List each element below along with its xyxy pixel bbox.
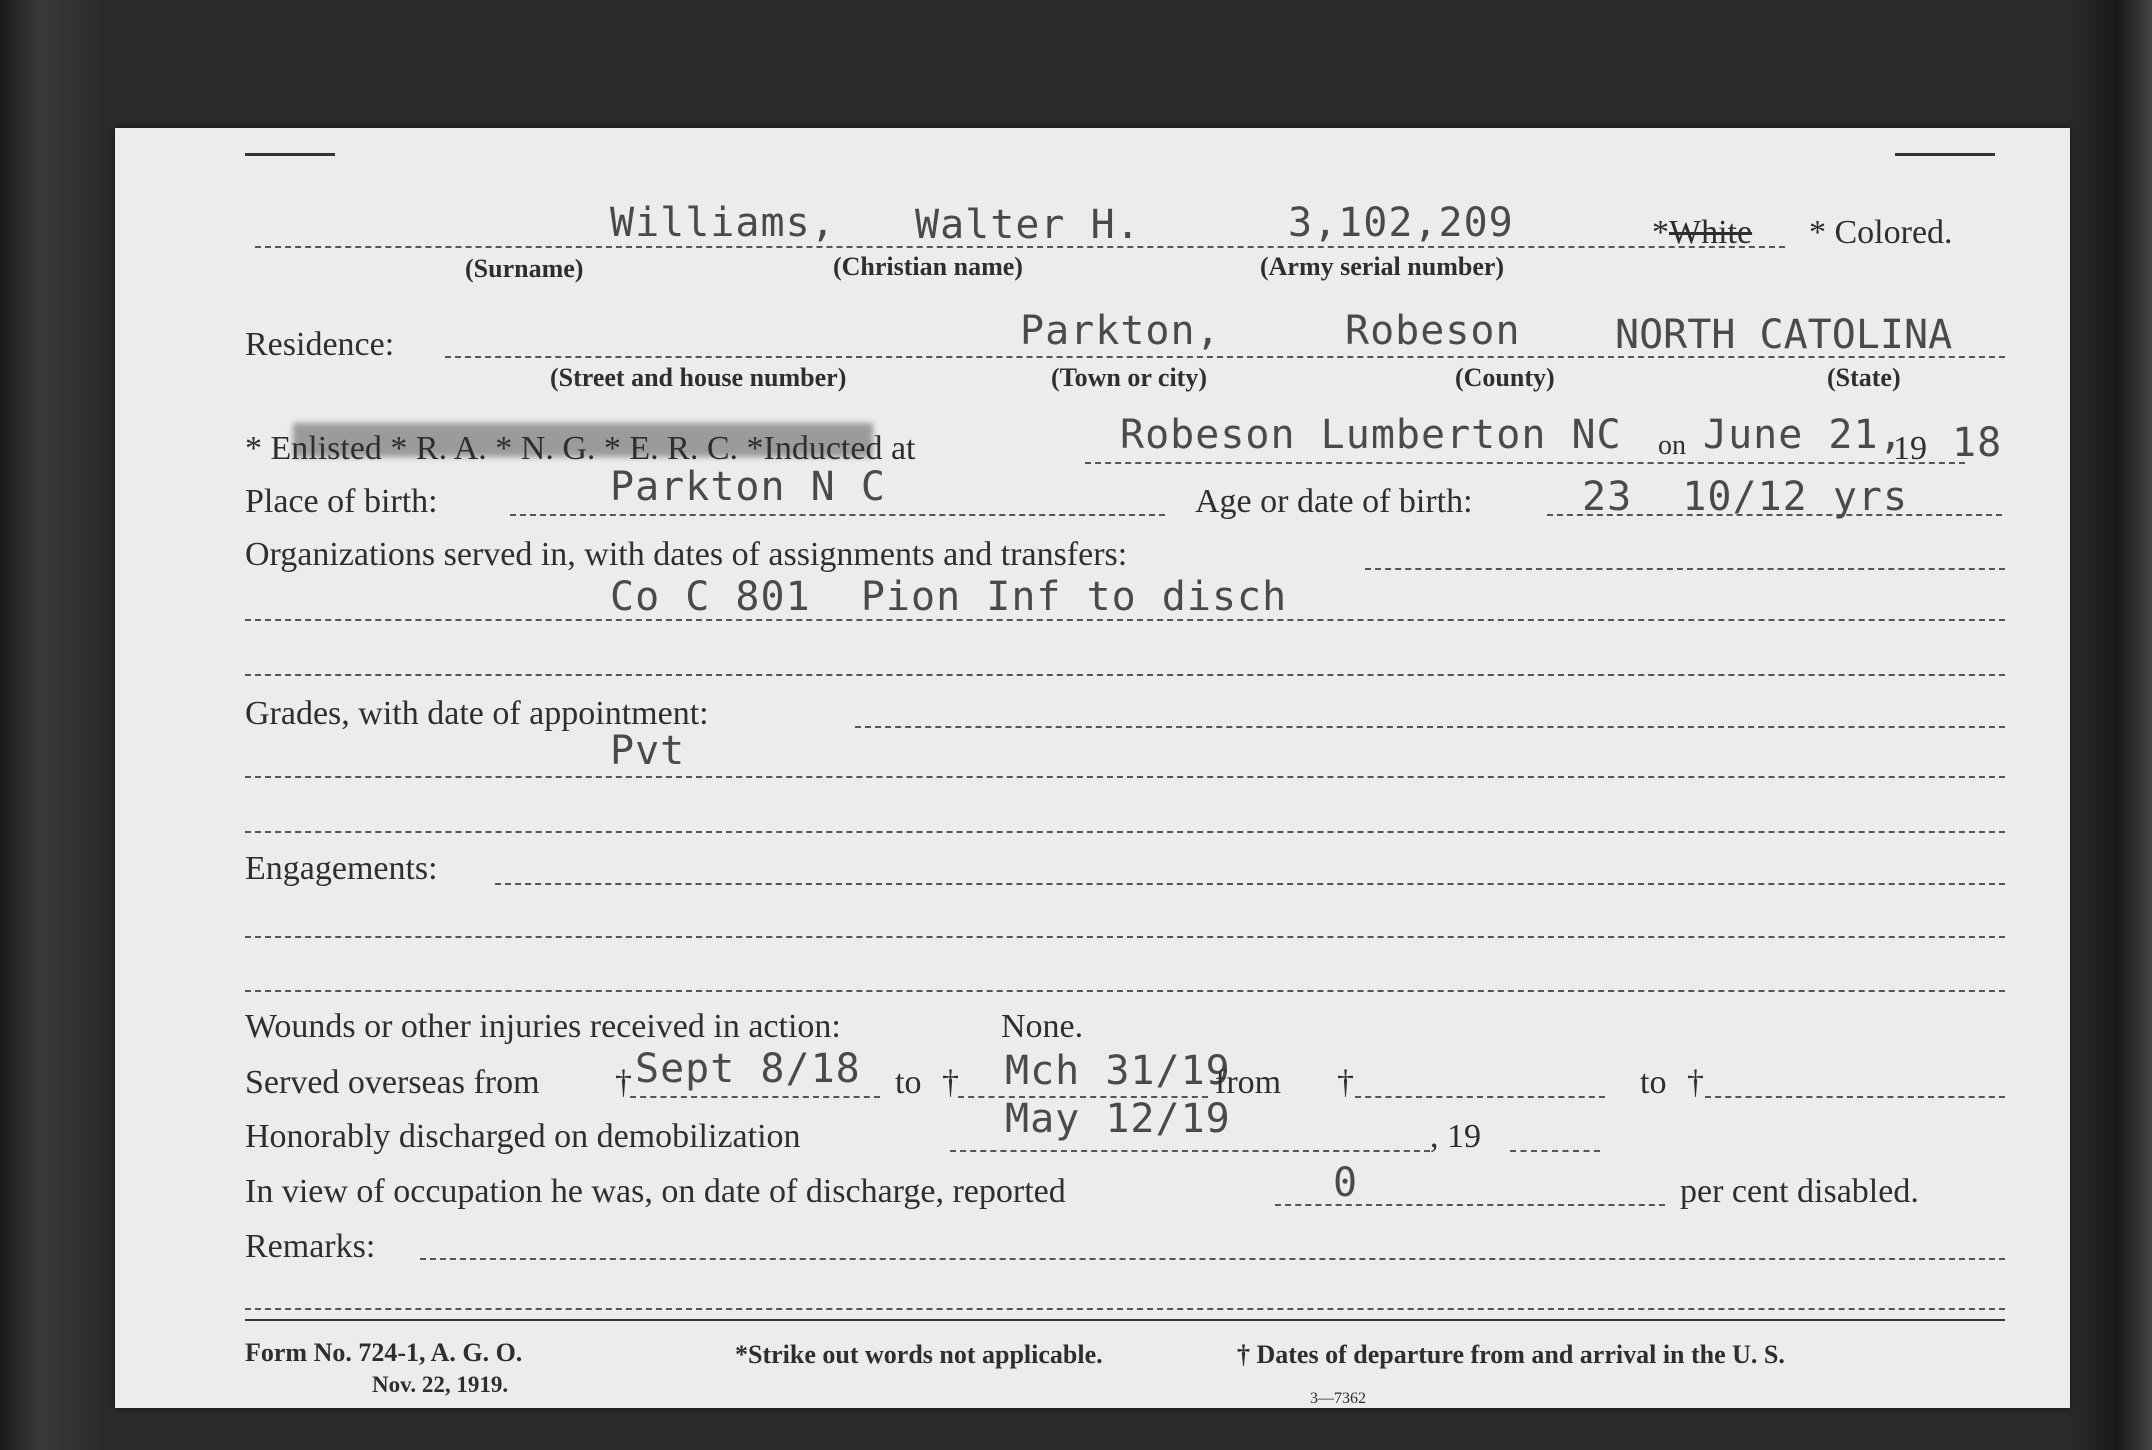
overseas-to-value: Mch 31/19 (1005, 1048, 1231, 1094)
race-colored-label: Colored. (1834, 214, 1953, 251)
caption-street: (Street and house number) (550, 363, 847, 392)
residence-state-value: NORTH CATOLINA (1615, 312, 1953, 358)
discharge-year-line (1510, 1150, 1600, 1152)
organizations-line-1 (1365, 568, 2005, 570)
overseas-from2-line (1355, 1096, 1605, 1098)
engagements-line-3 (245, 990, 2005, 992)
top-left-mark (245, 153, 335, 156)
strike-note: *Strike out words not applicable. (735, 1340, 1103, 1369)
discharge-line (950, 1150, 1430, 1152)
disability-label: In view of occupation he was, on date of discharge, reported (245, 1173, 1066, 1210)
inducted-year-prefix: 19 (1893, 430, 1927, 467)
christian-name-value: Walter H. (915, 202, 1141, 248)
residence-town-value: Parkton, (1020, 308, 1221, 354)
overseas-to2-label: to (1640, 1064, 1667, 1101)
organizations-line-3 (245, 674, 2005, 676)
discharge-label: Honorably discharged on demobilization (245, 1118, 801, 1155)
footer-divider (245, 1319, 2005, 1321)
caption-county: (County) (1455, 363, 1555, 392)
surname-value: Williams, (610, 200, 836, 246)
discharge-year-prefix: , 19 (1430, 1118, 1481, 1155)
overseas-dagger-1: † (615, 1064, 632, 1101)
caption-state: (State) (1827, 363, 1901, 392)
overseas-dagger-2: † (942, 1064, 959, 1101)
engagements-line-2 (245, 936, 2005, 938)
serial-number-value: 3,102,209 (1288, 200, 1514, 246)
organizations-value: Co C 801 Pion Inf to disch (610, 574, 1288, 620)
overseas-from2-label: from (1215, 1064, 1282, 1101)
engagements-line-1 (495, 883, 2005, 885)
disability-suffix: per cent disabled. (1680, 1173, 1919, 1210)
disability-value: 0 (1333, 1160, 1359, 1206)
form-number: Form No. 724-1, A. G. O. (245, 1338, 523, 1367)
remarks-label: Remarks: (245, 1228, 376, 1265)
grades-line-1 (855, 726, 2005, 728)
caption-town: (Town or city) (1051, 363, 1207, 392)
inducted-place-value: Robeson Lumberton NC (1120, 412, 1622, 458)
inducted-date-value: June 21, (1703, 412, 1904, 458)
caption-surname: (Surname) (465, 254, 584, 283)
race-white-option: *White (1652, 214, 1753, 251)
remarks-line-2 (245, 1308, 2005, 1310)
wounds-value: None. (1001, 1008, 1084, 1045)
overseas-dagger-4: † (1687, 1064, 1704, 1101)
residence-county-value: Robeson (1345, 308, 1521, 354)
age-label: Age or date of birth: (1195, 483, 1473, 520)
place-of-birth-value: Parkton N C (610, 464, 886, 510)
place-of-birth-line (510, 514, 1165, 516)
wounds-label: Wounds or other injuries received in action: (245, 1008, 841, 1045)
discharge-date-value: May 12/19 (1005, 1096, 1231, 1142)
top-right-mark (1895, 153, 1995, 156)
overseas-to-label: to (895, 1064, 922, 1101)
scan-right-edge (2067, 0, 2152, 1450)
enlistment-options: * Enlisted * R. A. * N. G. * E. R. C. *Inducted at (245, 430, 916, 467)
inducted-line (1085, 462, 1965, 464)
scan-left-edge (0, 0, 100, 1450)
grades-line-3 (245, 831, 2005, 833)
caption-christian-name: (Christian name) (833, 252, 1023, 281)
form-date: Nov. 22, 1919. (372, 1372, 509, 1397)
race-colored-option: * Colored. (1809, 214, 1953, 251)
grades-value: Pvt (610, 728, 686, 774)
caption-serial-number: (Army serial number) (1260, 252, 1505, 281)
organizations-label: Organizations served in, with dates of assignments and transfers: (245, 536, 1128, 573)
service-record-card (115, 128, 2070, 1408)
grades-line-2 (245, 776, 2005, 778)
residence-label: Residence: (245, 326, 395, 363)
engagements-label: Engagements: (245, 850, 438, 887)
organizations-line-2 (245, 619, 2005, 621)
place-of-birth-label: Place of birth: (245, 483, 438, 520)
print-code: 3—7362 (1310, 1390, 1366, 1407)
age-value: 23 10/12 yrs (1582, 474, 1909, 520)
overseas-from-line (630, 1096, 880, 1098)
grades-label: Grades, with date of appointment: (245, 695, 709, 732)
overseas-label: Served overseas from (245, 1064, 540, 1101)
race-white-label: White (1669, 214, 1753, 251)
overseas-dagger-3: † (1337, 1064, 1354, 1101)
overseas-to2-line (1705, 1096, 2005, 1098)
inducted-year-value: 18 (1952, 420, 2003, 466)
overseas-from-value: Sept 8/18 (635, 1046, 861, 1092)
inducted-on-label: on (1658, 430, 1686, 461)
remarks-line-1 (420, 1258, 2005, 1260)
dagger-note: † Dates of departure from and arrival in the U. S. (1237, 1340, 1785, 1369)
